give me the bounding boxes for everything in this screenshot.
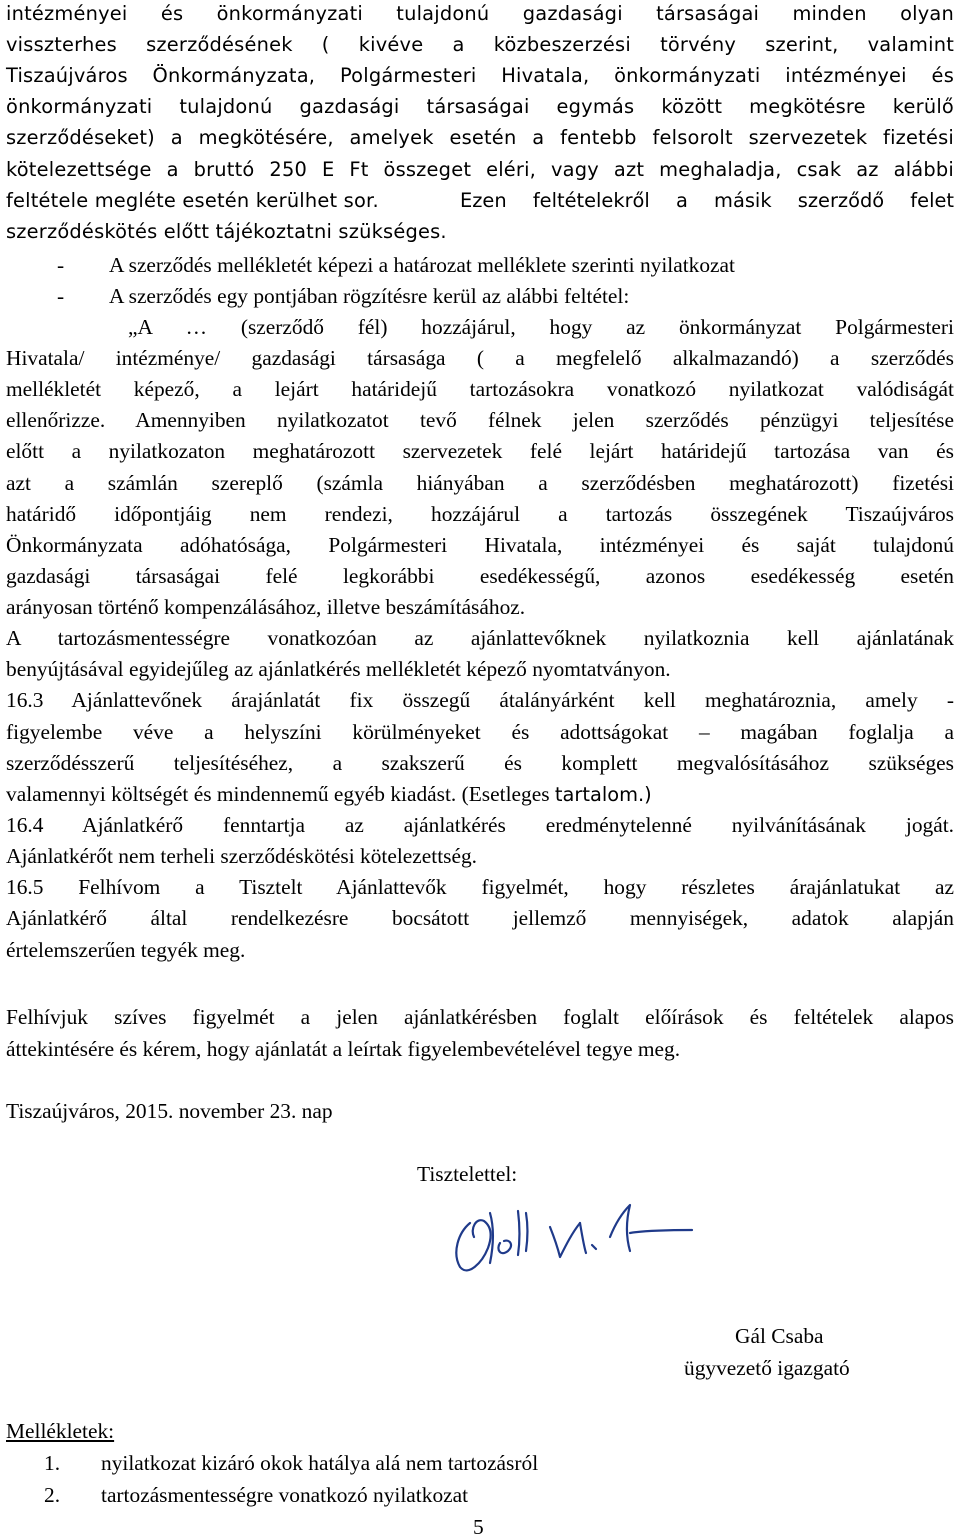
paragraph-line [6, 188, 954, 214]
clause-line: határidő időpontjáig nem rendezi, hozzájárul a tartozás összegének Tiszaújváros [6, 502, 954, 526]
clause-line: arányosan történő kompenzálásához, illetve beszámításához. [6, 595, 526, 619]
paragraph-line: szerződéskötés előtt tájékoztatni szükséges. [6, 220, 447, 243]
place-date: Tiszaújváros, 2015. november 23. nap [6, 1099, 333, 1123]
bullet-item [57, 252, 735, 278]
paragraph-line: intézményei és önkormányzati tulajdonú gazdasági társaságai minden olyan [6, 2, 954, 25]
attachment-number: 2. [44, 1483, 61, 1507]
section-16-3-line: 16.3 Ajánlattevőnek árajánlatát fix összegű átalányárként kell meghatároznia, amely - [6, 688, 954, 712]
closing-line: áttekintésére és kérem, hogy ajánlatát a leírtak figyelembevételével tegye meg. [6, 1037, 681, 1061]
handwritten-signature [430, 1193, 700, 1279]
clause-line: mellékletét képező, a lejárt határidejű tartozásokra vonatkozó nyilatkozat valódiságát [6, 377, 954, 401]
bullet-dash: - [57, 284, 65, 308]
greeting: Tisztelettel: [417, 1162, 518, 1186]
paragraph-line: szerződéseket) a megkötésére, amelyek esetén a fentebb felsorolt szervezetek fizetési [6, 126, 954, 149]
section-16-4-line: 16.4 Ajánlatkérő fenntartja az ajánlatkérés eredménytelenné nyilvánításának jogát. [6, 813, 954, 837]
clause-line: Hivatala/ intézménye/ gazdasági társasága ( a megfelelő alkalmazandó) a szerződés [6, 346, 954, 370]
page-number: 5 [473, 1515, 484, 1539]
clause-line: előtt a nyilatkozaton meghatározott szervezetek felé lejárt határidejű tartozása van és [6, 439, 954, 463]
section-16-3-text: valamennyi költségét és mindennemű egyéb kiadást. (Esetleges [6, 782, 550, 806]
attachment-item: nyilatkozat kizáró okok hatálya alá nem tartozásról [101, 1451, 539, 1475]
section-16-3-line: figyelembe véve a helyszíni körülményeket és adottságokat – magában foglalja a [6, 720, 954, 744]
clause-line: „A … (szerződő fél) hozzájárul, hogy az önkormányzat Polgármesteri [128, 315, 954, 339]
section-16-4-line: Ajánlatkérőt nem terheli szerződéskötési kötelezettség. [6, 844, 478, 868]
attachment-item: tartozásmentességre vonatkozó nyilatkozat [101, 1483, 469, 1507]
section-16-5-line: 16.5 Felhívom a Tisztelt Ajánlattevők figyelmét, hogy részletes árajánlatukat az [6, 875, 954, 899]
closing-line: Felhívjuk szíves figyelmét a jelen ajánlatkérésben foglalt előírások és feltételek alapos [6, 1005, 954, 1029]
bullet-text: A szerződés mellékletét képezi a határozat melléklete szerinti nyilatkozat [109, 253, 735, 277]
bullet-dash: - [57, 253, 65, 277]
section-16-5-line: értelemszerűen tegyék meg. [6, 938, 246, 962]
attachment-number: 1. [44, 1451, 61, 1475]
clause-line: Önkormányzata adóhatósága, Polgármesteri Hivatala, intézményei és saját tulajdonú [6, 533, 954, 557]
clause-line: azt a számlán szereplő (számla hiányában a szerződésben meghatározott) fizetési [6, 471, 954, 495]
section-16-3-line: szerződésszerű teljesítéséhez, a szakszerű és komplett megvalósításához szükséges [6, 751, 954, 775]
section-16-3-text-sans: tartalom.) [554, 783, 652, 806]
clause-line: gazdasági társaságai felé legkorábbi esedékességű, azonos esedékesség esetén [6, 564, 954, 588]
section-16-5-line: Ajánlatkérő által rendelkezésre bocsátott jellemző mennyiségek, adatok alapján [6, 906, 954, 930]
section-16-3-line [6, 781, 652, 808]
paragraph-line: Tiszaújváros Önkormányzata, Polgármesteri Hivatala, önkormányzati intézményei és [6, 64, 954, 87]
bullet-text: A szerződés egy pontjában rögzítésre kerül az alábbi feltétel: [109, 284, 630, 308]
clause-line: ellenőrizze. Amennyiben nyilatkozatot tevő félnek jelen szerződés pénzügyi teljesítése [6, 408, 954, 432]
paragraph-line: önkormányzati tulajdonú gazdasági társaságai egymás között megkötésre kerülő [6, 95, 954, 118]
paragraph-line: kötelezettsége a bruttó 250 E Ft összeget eléri, vagy azt meghaladja, csak az alábbi [6, 158, 954, 181]
signatory-name: Gál Csaba [735, 1324, 824, 1348]
paragraph-line: A tartozásmentességre vonatkozóan az ajánlattevőknek nyilatkoznia kell ajánlatának [6, 626, 954, 650]
paragraph-line: visszterhes szerződésének ( kivéve a közbeszerzési törvény szerint, valamint [6, 33, 954, 56]
bullet-item [57, 283, 629, 309]
attachments-heading: Mellékletek: [6, 1419, 115, 1443]
paragraph-line-part: Ezen feltételekről a másik szerződő felet [460, 189, 954, 212]
paragraph-line-part: feltétele megléte esetén kerülhet sor. [6, 189, 379, 212]
signatory-title: ügyvezető igazgató [684, 1356, 850, 1380]
paragraph-line: benyújtásával egyidejűleg az ajánlatkérés mellékletét képező nyomtatványon. [6, 657, 671, 681]
